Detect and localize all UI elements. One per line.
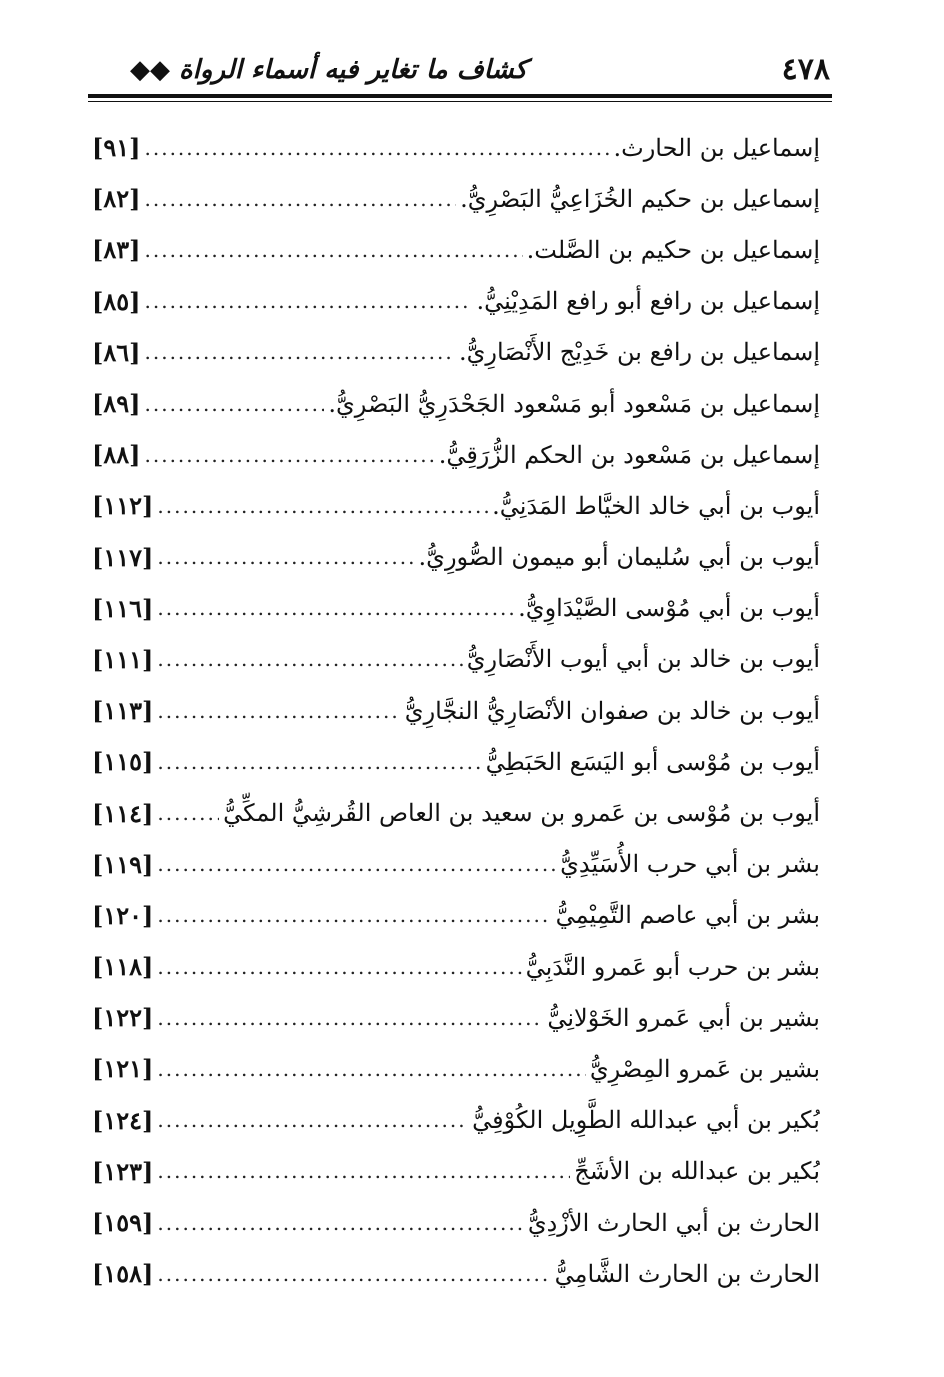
entry-name: الحارث بن أبي الحارث الأزْدِيُّ [527,1208,820,1237]
dot-leader [157,750,481,774]
dot-leader [157,1159,570,1183]
dot-leader [145,289,473,313]
dot-leader [145,443,435,467]
entry-reference-number: [١١٩] [92,849,154,879]
index-entry [92,583,820,634]
entry-name: الحارث بن الحارث الشَّامِيُّ [554,1259,820,1288]
entry-reference-number: [١٢١] [92,1054,154,1084]
dot-leader [157,955,521,979]
entry-name: إسماعيل بن رافع أبو رافع المَدِيْنِيُّ. [476,287,820,316]
entry-reference-number: [٨٥] [92,286,141,316]
index-entry [92,890,820,941]
index-entry [92,1146,820,1197]
entry-name: بشر بن أبي عاصم التَّمِيْمِيُّ [555,901,820,930]
entry-name: أيوب بن خالد بن صفوان الأنْصَارِيُّ النجَّارِيُّ [404,696,820,725]
index-entry [92,736,820,787]
dot-leader [145,187,457,211]
dot-leader [157,1108,468,1132]
index-entry-list [92,122,820,1299]
entry-name: إسماعيل بن رافع بن خَدِيْج الأَنْصَارِيُّ. [458,338,820,367]
dot-leader [157,1211,523,1235]
header-rule-thin [88,101,832,102]
dot-leader [157,801,219,825]
entry-name: أيوب بن أبي مُوْسى الصَّيْدَاوِيُّ. [518,594,820,623]
index-entry [92,1043,820,1094]
dot-leader [145,340,455,364]
running-title: كشاف ما تغاير فيه أسماء الرواة ◆◆ [130,55,528,85]
entry-name: أيوب بن خالد بن أبي أيوب الأَنْصَارِيُّ [466,645,820,674]
index-entry [92,276,820,327]
index-entry [92,1197,820,1248]
index-entry [92,1248,820,1299]
entry-reference-number: [١١١] [92,644,154,674]
dot-leader [157,494,488,518]
entry-name: إسماعيل بن حكيم الخُزَاعِيُّ البَصْرِيُّ. [460,184,820,213]
entry-reference-number: [٨٢] [92,184,141,214]
entry-reference-number: [١١٣] [92,696,154,726]
index-entry [92,839,820,890]
entry-reference-number: [١١٤] [92,798,154,828]
entry-name: إسماعيل بن مَسْعود بن الحكم الزُّرَقِيُّ. [438,440,820,469]
dot-leader [145,392,325,416]
page-number: ٤٧٨ [781,52,830,87]
index-entry [92,941,820,992]
entry-name: إسماعيل بن حكيم بن الصَّلت. [526,235,820,264]
entry-reference-number: [١٢٤] [92,1105,154,1135]
entry-reference-number: [١٢٠] [92,900,154,930]
entry-reference-number: [١١٦] [92,593,154,623]
entry-name: بشير بن أبي عَمرو الخَوْلانِيُّ [547,1003,820,1032]
dot-leader [157,1262,550,1286]
entry-reference-number: [١٢٣] [92,1156,154,1186]
entry-reference-number: [٨٨] [92,440,141,470]
dot-leader [157,1057,585,1081]
index-entry [92,480,820,531]
entry-reference-number: [١١٨] [92,952,154,982]
entry-reference-number: [١٥٨] [92,1259,154,1289]
header-rule-thick [88,94,832,98]
entry-name: بشر بن حرب أبو عَمرو النَّدَبِيُّ [525,952,820,981]
entry-name: بُكير بن عبدالله بن الأشَجِّ [574,1157,820,1186]
entry-name: بشر بن أبي حرب الأُسَيِّدِيُّ [560,850,820,879]
entry-reference-number: [١١٥] [92,747,154,777]
entry-name: أيوب بن مُوْسى بن عَمرو بن سعيد بن العاص القُرشِيُّ المكِّيُّ [223,799,820,828]
entry-reference-number: [١١٧] [92,542,154,572]
dot-leader [157,596,514,620]
entry-name: أيوب بن أبي سُليمان أبو ميمون الصُّورِيُّ. [418,543,820,572]
dot-leader [145,136,610,160]
entry-name: إسماعيل بن الحارث. [613,133,820,162]
entry-name: بشير بن عَمرو المِصْرِيُّ [589,1054,820,1083]
index-entry [92,327,820,378]
entry-name: أيوب بن مُوْسى أبو اليَسَع الحَبَطِيُّ [485,747,820,776]
page-header [90,48,830,94]
index-entry [92,634,820,685]
dot-leader [157,1006,543,1030]
entry-reference-number: [٩١] [92,133,141,163]
index-entry [92,787,820,838]
index-entry [92,992,820,1043]
dot-leader [157,852,556,876]
index-entry [92,224,820,275]
index-entry [92,1095,820,1146]
index-entry [92,122,820,173]
dot-leader [145,238,523,262]
index-entry [92,173,820,224]
entry-reference-number: [١٥٩] [92,1208,154,1238]
dot-leader [157,903,551,927]
index-entry [92,532,820,583]
entry-reference-number: [١٢٢] [92,1003,154,1033]
dot-leader [157,545,414,569]
index-entry [92,429,820,480]
index-entry [92,685,820,736]
entry-reference-number: [٨٣] [92,235,141,265]
entry-reference-number: [٨٩] [92,389,141,419]
entry-name: أيوب بن أبي خالد الخيَّاط المَدَنِيُّ. [492,491,820,520]
index-entry [92,378,820,429]
dot-leader [157,647,462,671]
entry-name: بُكير بن أبي عبدالله الطَّوِيل الكُوْفِيُّ [472,1106,820,1135]
entry-reference-number: [٨٦] [92,337,141,367]
entry-reference-number: [١١٢] [92,491,154,521]
dot-leader [157,699,400,723]
entry-name: إسماعيل بن مَسْعود أبو مَسْعود الجَحْدَرِيُّ البَصْرِيُّ. [328,389,820,418]
